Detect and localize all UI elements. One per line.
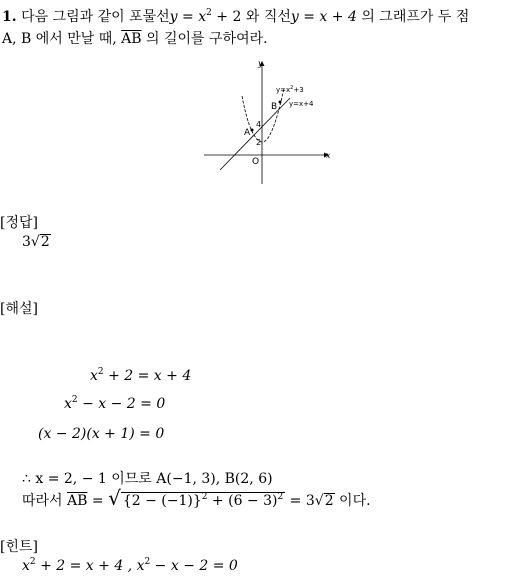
label-4: 4 [256,120,262,129]
origin-label: O [252,157,260,167]
sqrt-symbol: √2 [30,234,50,250]
hint-exp2: 2 [144,557,151,567]
eq1-exp: 2 [97,367,104,377]
dist-post: 이다. [334,493,371,509]
line-eq: y = x + 4 [290,9,357,25]
dist-inner-b: + (6 − 3) [207,493,278,509]
solution-roots [22,468,273,488]
dist-inner-a-exp: 2 [201,492,208,502]
solution-eq-2 [64,396,165,412]
problem-text-mid: 와 직선 [245,9,291,25]
big-sqrt-radicand [121,492,285,509]
big-sqrt: √ $\{2 - (-1)\}^2 + (6 - 3)^2$ [108,486,284,510]
dist-inner-b-exp: 2 [277,492,284,502]
label-a: A [244,128,251,138]
answer-value [22,234,51,250]
hint-heading: [힌트] [0,539,38,555]
label-b: B [271,102,278,112]
dist-result-coef: = 3 [285,493,315,509]
problem-text-2: A, B 에서 만날 때, [2,31,122,47]
parabola-eq-lhs: y [169,9,178,25]
line-label: y=x+4 [289,100,314,108]
eq1-rest: + 2 = x + 4 [103,368,192,384]
hint-text [22,558,238,574]
dist-result-rad: 2 [324,493,334,509]
dist-segment: $\overline{AB}$ [67,493,88,509]
eq2-rest: − x − 2 = 0 [77,396,166,412]
solution-distance [22,486,371,510]
eq2-exp: 2 [71,395,78,405]
problem-line-2 [2,28,268,48]
parabola-eq-tail: + 2 [211,9,242,25]
problem-text-1: 다음 그림과 같이 포물선 [21,9,170,25]
problem-text-3: 의 길이를 구하여라. [141,31,268,47]
eq1-x: x [90,368,98,384]
dist-inner-a: {2 − (−1)} [122,493,202,509]
hint-rest2: − x − 2 = 0 [150,558,238,574]
dist-pre: 따라서 [22,493,68,509]
segment-ab: $\overline{AB}$ [121,31,142,47]
parabola-label-tail: +3 [293,86,304,94]
parabola-eq-exp: 2 [206,8,212,18]
dist-eq: = [87,493,109,509]
answer-heading: [정답] [0,215,38,231]
dist-result-sqrt: √2 [314,493,334,509]
parabola-label-exp: 2 [290,85,294,91]
parabola-label [276,85,304,94]
therefore-symbol: ∴ [22,471,31,487]
roots-text: x = 2, − 1 이므로 A(−1, 3), B(2, 6) [35,471,273,487]
axis-label-x: x [326,151,331,160]
parabola-eq-rhs: = x [182,9,207,25]
graph-figure [200,58,340,188]
hint-rest1: + 2 = x + 4 , [35,558,137,574]
solution-eq-3: (x − 2)(x + 1) = 0 [38,426,165,442]
point-b [279,101,282,104]
axis-label-y: y [258,59,263,68]
eq2-x: x [64,396,72,412]
answer-radicand: 2 [40,234,50,250]
problem-text-post: 의 그래프가 두 점 [361,9,470,25]
hint-x1: x [22,558,30,574]
hint-x2: x [136,558,145,574]
hint-exp1: 2 [29,557,36,567]
parabola-label-base: y=x [276,86,291,94]
problem-number: 1. [2,9,17,25]
point-a [251,129,254,132]
label-2: 2 [256,138,262,147]
solution-eq-1 [90,368,191,384]
solution-heading: [해설] [0,301,38,317]
answer-coef: 3 [22,234,31,250]
problem-line-1 [2,6,469,26]
